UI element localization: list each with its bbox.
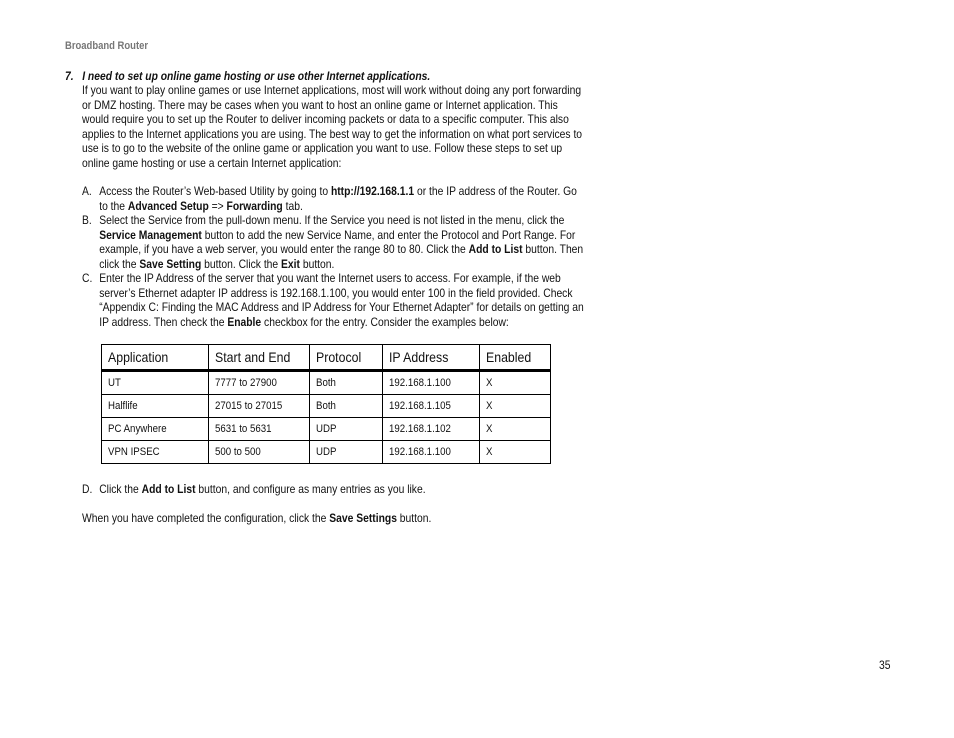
cell-text: 5631 to 5631 [215, 423, 272, 435]
text-run: button. [396, 511, 432, 525]
closing-paragraph [82, 511, 585, 526]
step-text [99, 213, 585, 271]
cell-text: Both [316, 400, 336, 412]
bold-term: Advanced Setup [127, 198, 209, 213]
header-text: Start and End [215, 349, 291, 365]
step-label: C. [82, 271, 93, 285]
text-run: Enter the IP Address of the server that you want the Internet users to access. For example, if the web server’s Ethernet adapter IP address is 192.168.1.100, you would enter 100 in the field provided. Check “Appendix C: Finding the MAC Address and IP Address for Your Ethernet Adapter” for details on getting an IP address. Then check the [99, 271, 584, 329]
table-cell [480, 441, 551, 464]
table-cell [383, 441, 480, 464]
table-row [102, 418, 551, 441]
table-cell [480, 395, 551, 418]
table-row [102, 441, 551, 464]
step-label: D. [82, 482, 93, 496]
question-text: I need to set up online game hosting or use other Internet applications. [82, 69, 431, 83]
step-label: A. [82, 184, 92, 198]
cell-text: 192.168.1.102 [389, 423, 451, 435]
table-cell [209, 418, 310, 441]
table-header-row [102, 345, 551, 371]
header-text: Application [108, 349, 169, 365]
cell-text: 192.168.1.105 [389, 400, 451, 412]
text-run: tab. [282, 198, 303, 213]
header-text: Protocol [316, 349, 362, 365]
bold-term: Add to List [141, 482, 196, 496]
bold-term: Service Management [99, 227, 202, 242]
cell-text: X [486, 377, 493, 389]
table-cell [310, 395, 383, 418]
url-text: http://192.168.1.1 [330, 184, 415, 198]
table-cell [102, 441, 209, 464]
text-run: When you have completed the configuration, click the [82, 511, 330, 525]
step-text [99, 184, 585, 213]
cell-text: Halflife [108, 400, 138, 412]
cell-text: 192.168.1.100 [389, 446, 451, 458]
header-text: Enabled [486, 349, 532, 365]
table-cell [383, 395, 480, 418]
text-run: button. Click the [201, 256, 282, 271]
cell-text: UDP [316, 423, 337, 435]
bold-term: Save Setting [139, 256, 202, 271]
table-cell [480, 418, 551, 441]
cell-text: 192.168.1.100 [389, 377, 451, 389]
column-header [480, 345, 551, 371]
table-cell [310, 441, 383, 464]
step-b [82, 213, 585, 271]
table-cell [209, 441, 310, 464]
question-title [65, 69, 430, 83]
table-cell [383, 418, 480, 441]
step-label: B. [82, 213, 92, 227]
table-cell [310, 371, 383, 395]
table-row [102, 395, 551, 418]
cell-text: UDP [316, 446, 337, 458]
cell-text: UT [108, 377, 121, 389]
intro-paragraph: If you want to play online games or use Internet applications, most will work without doing any port forwarding or DMZ hosting. There may be cases when you want to host an online game or Internet application. This would require you to set up the Router to deliver incoming packets or data to a specific computer. This also applies to the Internet applications you are using. The best way to get the information on what port services to use is to go to the website of the online game or application you want to use. Follow these steps to set up online game hosting or use a certain Internet application: [82, 83, 583, 170]
running-header: Broadband Router [65, 40, 149, 52]
text-run: checkbox for the entry. Consider the examples below: [261, 314, 509, 329]
text-run: button. [299, 256, 335, 271]
page-number: 35 [879, 658, 891, 672]
table-cell [102, 418, 209, 441]
column-header [310, 345, 383, 371]
question-number: 7. [65, 69, 74, 83]
step-d [82, 482, 585, 497]
cell-text: X [486, 446, 493, 458]
text-run: Click the [99, 482, 142, 496]
text-run: button to add the new Service Name, and enter the Protocol and Port Range. For example, if you have a web server, you would enter the range 80 to 80. Click the [99, 227, 576, 257]
table-cell [102, 395, 209, 418]
bold-term: Enable [227, 314, 262, 329]
bold-term: Add to List [468, 242, 523, 257]
cell-text: VPN IPSEC [108, 446, 160, 458]
text-run: Access the Router’s Web-based Utility by going to [99, 184, 331, 198]
step-c [82, 271, 585, 329]
cell-text: 27015 to 27015 [215, 400, 283, 412]
text-run: Select the Service from the pull-down menu. If the Service you need is not listed in the menu, click the [99, 213, 565, 227]
column-header [209, 345, 310, 371]
step-a [82, 184, 585, 213]
text-run: button. Then click the [99, 242, 584, 271]
step-text [99, 271, 585, 329]
bold-term: Save Settings [329, 511, 397, 525]
table-cell [310, 418, 383, 441]
cell-text: 7777 to 27900 [215, 377, 277, 389]
text-run: or the IP address of the Router. Go to the [99, 184, 577, 213]
column-header [383, 345, 480, 371]
cell-text: PC Anywhere [108, 423, 167, 435]
table-cell [480, 371, 551, 395]
cell-text: Both [316, 377, 336, 389]
bold-term: Forwarding [226, 198, 283, 213]
table-cell [102, 371, 209, 395]
text-run: button, and configure as many entries as you like. [195, 482, 426, 496]
header-text: IP Address [389, 349, 449, 365]
step-text [99, 482, 585, 497]
table-cell [383, 371, 480, 395]
table-cell [209, 395, 310, 418]
column-header [102, 345, 209, 371]
table-cell [209, 371, 310, 395]
cell-text: 500 to 500 [215, 446, 261, 458]
bold-term: Exit [281, 256, 300, 271]
text-run: => [208, 198, 227, 213]
table-row [102, 371, 551, 395]
cell-text: X [486, 400, 493, 412]
example-table [101, 344, 551, 464]
cell-text: X [486, 423, 493, 435]
